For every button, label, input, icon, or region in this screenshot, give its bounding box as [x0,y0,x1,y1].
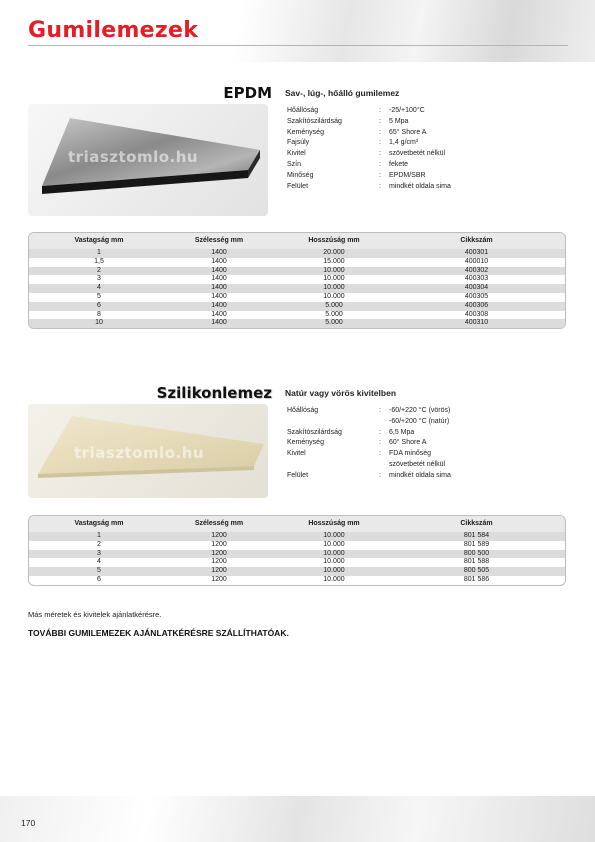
spec-value: szövetbetét nélkül [389,460,446,468]
table-cell: 4 [97,558,101,566]
column-header: Cikkszám [460,520,493,527]
table-row [29,550,565,559]
title-divider [28,45,568,46]
table-cell: 400302 [464,266,489,274]
table-cell: 1400 [211,249,227,256]
spec-label: Minőség [287,171,314,179]
spec-row: Kivitel : FDA minőség [287,449,451,460]
table-cell: 10 [95,319,103,327]
table-cell: 2 [97,540,101,548]
table-cell: 1400 [211,266,227,274]
table-cell: 4 [97,284,101,292]
page-title: Gumilemezek [28,18,199,43]
spec-label [287,460,379,471]
table-cell: 10.000 [323,284,345,292]
silicone-specs [287,406,451,482]
table-cell: 400301 [464,249,489,256]
column-header: Hosszúság mm [308,237,360,244]
footer-statement: TOVÁBBI GUMILEMEZEK AJÁNLATKÉRÉSRE SZÁLLÍTHATÓAK. [28,628,289,638]
page-number: 170 [21,818,36,828]
table-cell: 1200 [211,540,227,548]
table-cell: 3 [97,549,101,557]
table-row [29,311,565,320]
spec-label [287,417,379,428]
silicone-size-table [28,515,566,586]
silicone-subtitle: Natúr vagy vörös kivitelben [285,388,397,398]
table-cell: 1400 [211,284,227,292]
spec-value: 5 Mpa [389,117,409,125]
epdm-subtitle: Sav-, lúg-, hőálló gumilemez [285,88,400,98]
table-row [29,302,565,311]
table-cell: 1400 [211,257,227,265]
table-cell: 1400 [211,275,227,283]
spec-row: Hőállóság : -60/+220 °C (vörös) [287,406,451,417]
table-cell: 400303 [464,275,489,283]
table-row [29,576,565,585]
table-cell: 1,5 [94,257,104,265]
spec-value: EPDM/SBR [389,171,426,179]
spec-value: mindkét oldala sima [389,182,451,190]
column-header: Vastagság mm [74,520,124,527]
table-cell: 800 500 [463,549,490,557]
table-cell: 1400 [211,301,227,309]
spec-label: Hőállóság [287,107,319,114]
spec-row [287,417,451,428]
silicone-product-name: Szilikonlemez [156,384,272,402]
table-cell: 1 [97,249,101,256]
table-row [29,284,565,293]
table-cell: 800 505 [463,567,490,575]
spec-row: Szakítószilárdság : 5 Mpa [287,117,451,128]
table-cell: 10.000 [323,567,345,575]
column-header: Vastagság mm [74,237,124,244]
table-cell: 10.000 [323,558,345,566]
spec-value: szövetbetét nélkül [389,150,446,158]
spec-value: -25/+100°C [389,107,425,114]
epdm-sheet-photo [28,104,268,216]
spec-label: Fajsúly [287,139,310,147]
table-cell: 1400 [211,319,227,327]
spec-row: Kivitel : szövetbetét nélkül [287,149,451,160]
table-cell: 801 588 [463,558,490,566]
table-row [29,319,565,328]
table-row [29,267,565,276]
table-header [29,233,565,249]
spec-value: 1,4 g/cm³ [389,139,419,147]
table-cell: 10.000 [323,275,345,283]
spec-row: Minőség : EPDM/SBR [287,171,451,182]
table-cell: 400305 [464,292,489,300]
table-cell: 5 [97,292,101,300]
table-row [29,541,565,550]
table-cell: 5 [97,567,101,575]
table-row [29,249,565,258]
table-cell: 10.000 [323,575,345,583]
table-cell: 1200 [211,558,227,566]
column-header: Cikkszám [460,237,493,244]
table-cell: 1200 [211,532,227,539]
table-cell: 400304 [464,284,489,292]
table-cell: 10.000 [323,540,345,548]
table-cell: 400306 [464,301,489,309]
spec-row: Felület : mindkét oldala sima [287,182,451,193]
spec-row: Hőállóság : -25/+100°C [287,106,451,117]
table-cell: 1200 [211,549,227,557]
table-cell: 10.000 [323,549,345,557]
table-header [29,516,565,532]
table-row [29,567,565,576]
table-cell: 801 584 [463,532,490,539]
table-row [29,558,565,567]
table-cell: 801 589 [463,540,490,548]
column-header: Szélesség mm [194,520,244,527]
table-row [29,532,565,541]
spec-value: 60° Shore A [389,439,427,447]
table-cell: 5.000 [325,319,343,327]
table-cell: 1400 [211,292,227,300]
table-cell: 10.000 [323,532,345,539]
epdm-specs [287,106,451,192]
spec-row: Keménység : 60° Shore A [287,438,451,449]
table-cell: 10.000 [323,266,345,274]
spec-row [287,460,451,471]
spec-label: Szakítószilárdság [287,428,342,436]
table-cell: 400010 [464,257,489,265]
table-cell: 2 [97,266,101,274]
table-row [29,293,565,302]
footer-band [0,796,595,842]
spec-label: Szín [287,160,302,168]
availability-note: Más méretek és kivitelek ajánlatkérésre. [28,610,162,619]
table-cell: 1400 [211,310,227,318]
spec-value: 65° Shore A [389,128,427,136]
table-cell: 5.000 [325,310,343,318]
spec-label: Felület [287,471,309,479]
table-cell: 1200 [211,567,227,575]
spec-label: Szakítószilárdság [287,117,342,125]
table-cell: 3 [97,275,101,283]
spec-row: Szín : fekete [287,160,451,171]
spec-label: Keménység [287,128,324,136]
spec-row: Szakítószilárdság : 6,5 Mpa [287,428,451,439]
table-cell: 1 [97,532,101,539]
epdm-watermark: triasztomlo.hu [68,148,199,166]
table-cell: 5.000 [325,301,343,309]
table-cell: 10.000 [323,292,345,300]
table-cell: 6 [97,301,101,309]
table-cell: 20.000 [323,249,345,256]
spec-label: Felület [287,182,309,190]
epdm-product-name: EPDM [223,84,272,102]
spec-value: FDA minőség [389,450,432,458]
epdm-size-table [28,232,566,329]
column-header: Hosszúság mm [308,520,360,527]
table-row [29,275,565,284]
spec-row: Felület : mindkét oldala sima [287,471,451,482]
table-cell: 8 [97,310,101,318]
table-cell: 15.000 [323,257,345,265]
spec-value: -60/+220 °C (vörös) [389,407,451,414]
spec-value: -60/+200 °C (natúr) [389,417,450,425]
spec-row: Fajsúly : 1,4 g/cm³ [287,138,451,149]
table-cell: 801 586 [463,575,490,583]
spec-row: Keménység : 65° Shore A [287,128,451,139]
spec-label: Kivitel [287,450,306,458]
table-cell: 1200 [211,575,227,583]
spec-value: 6,5 Mpa [389,428,415,436]
table-cell: 6 [97,575,101,583]
table-cell: 400308 [464,310,489,318]
spec-label: Hőállóság [287,407,319,414]
silicone-watermark: triasztomlo.hu [74,444,205,462]
table-cell: 400310 [464,319,489,327]
spec-value: mindkét oldala sima [389,471,451,479]
spec-label: Kivitel [287,150,306,158]
column-header: Szélesség mm [194,237,244,244]
spec-value: fekete [389,160,409,168]
spec-label: Keménység [287,439,324,447]
silicone-sheet-photo [28,404,268,498]
table-row [29,258,565,267]
